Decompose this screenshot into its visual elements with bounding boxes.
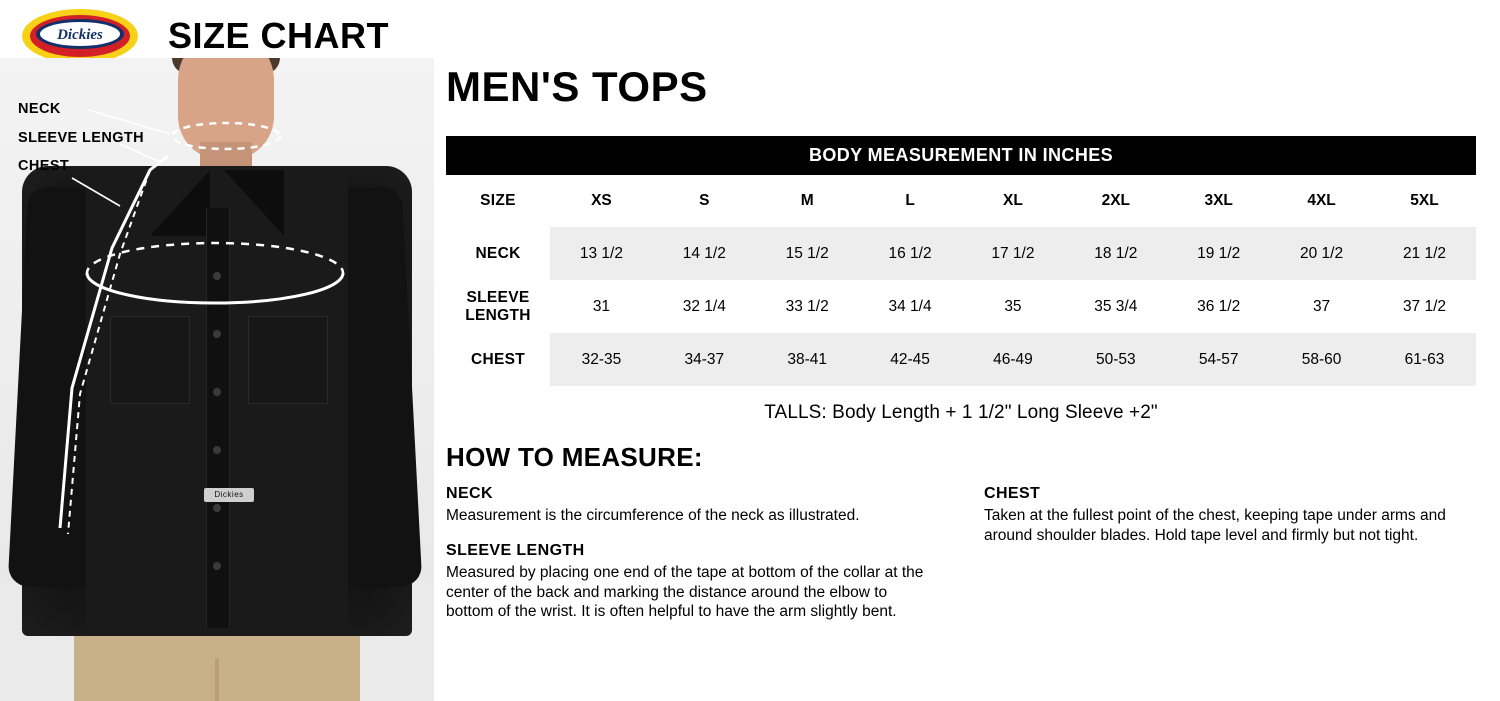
table-cell: 14 1/2 [653, 227, 756, 280]
table-cell: 15 1/2 [756, 227, 859, 280]
table-row [446, 333, 1476, 386]
measure-title-chest: CHEST [984, 485, 1041, 502]
label-chest: CHEST [18, 158, 70, 174]
measure-title-neck: NECK [446, 485, 493, 502]
size-table [446, 175, 1476, 386]
measure-text-sleeve-length: Measured by placing one end of the tape at bottom of the collar at the center of the back and marking the distance around the elbow to bottom of the wrist. It is often helpful to have the arm slightly bent. [446, 563, 924, 621]
table-cell: 32 1/4 [653, 280, 756, 333]
talls-note: TALLS: Body Length + 1 1/2" Long Sleeve +2" [764, 402, 1158, 423]
table-cell: 17 1/2 [962, 227, 1065, 280]
dickies-logo-icon [21, 7, 139, 65]
label-neck: NECK [18, 101, 61, 117]
illustration-panel [0, 58, 434, 701]
table-header-row [446, 175, 1476, 227]
table-cell: 46-49 [962, 333, 1065, 386]
section-title: MEN'S TOPS [446, 63, 708, 110]
table-row-label: NECK [446, 227, 550, 280]
table-header-size: SIZE [446, 175, 550, 227]
shirt-brand-tag: Dickies [204, 488, 254, 502]
table-cell: 31 [550, 280, 653, 333]
measure-text-chest: Taken at the fullest point of the chest, keeping tape under arms and around shoulder blades. Hold tape level and firmly but not tight. [984, 507, 1446, 544]
table-header-cell: XL [962, 175, 1065, 227]
how-to-measure-columns [446, 485, 1476, 638]
table-cell: 20 1/2 [1270, 227, 1373, 280]
table-cell: 37 1/2 [1373, 280, 1476, 333]
table-cell: 54-57 [1167, 333, 1270, 386]
measure-text-neck: Measurement is the circumference of the neck as illustrated. [446, 507, 860, 524]
table-cell: 37 [1270, 280, 1373, 333]
table-header-cell: L [859, 175, 962, 227]
table-cell: 34-37 [653, 333, 756, 386]
table-cell: 33 1/2 [756, 280, 859, 333]
table-cell: 34 1/4 [859, 280, 962, 333]
table-cell: 18 1/2 [1064, 227, 1167, 280]
table-header-cell: M [756, 175, 859, 227]
table-cell: 58-60 [1270, 333, 1373, 386]
table-row [446, 280, 1476, 333]
table-header-cell: XS [550, 175, 653, 227]
table-cell: 35 [962, 280, 1065, 333]
content-area [446, 63, 1486, 638]
table-header-cell: 4XL [1270, 175, 1373, 227]
label-sleeve-length: SLEEVE LENGTH [18, 129, 145, 146]
table-cell: 42-45 [859, 333, 962, 386]
measure-column-right [984, 485, 1476, 638]
table-cell: 32-35 [550, 333, 653, 386]
measure-column-left [446, 485, 938, 638]
page-title: SIZE CHART [168, 15, 389, 56]
measure-title-sleeve-length: SLEEVE LENGTH [446, 541, 585, 559]
table-cell: 16 1/2 [859, 227, 962, 280]
table-header-cell: 2XL [1064, 175, 1167, 227]
table-header-cell: 3XL [1167, 175, 1270, 227]
table-cell: 35 3/4 [1064, 280, 1167, 333]
measurement-band: BODY MEASUREMENT IN INCHES [446, 136, 1476, 175]
table-cell: 19 1/2 [1167, 227, 1270, 280]
svg-text:Dickies: Dickies [57, 27, 103, 43]
table-row-label: CHEST [446, 333, 550, 386]
table-cell: 13 1/2 [550, 227, 653, 280]
table-header-cell: 5XL [1373, 175, 1476, 227]
table-cell: 21 1/2 [1373, 227, 1476, 280]
table-cell: 61-63 [1373, 333, 1476, 386]
table-cell: 36 1/2 [1167, 280, 1270, 333]
table-row [446, 227, 1476, 280]
table-cell: 38-41 [756, 333, 859, 386]
table-row-label: SLEEVE LENGTH [446, 280, 550, 333]
brand-logo [0, 7, 160, 65]
table-cell: 50-53 [1064, 333, 1167, 386]
illustration-labels [18, 102, 144, 188]
how-to-measure-title: HOW TO MEASURE: [446, 442, 703, 472]
table-header-cell: S [653, 175, 756, 227]
